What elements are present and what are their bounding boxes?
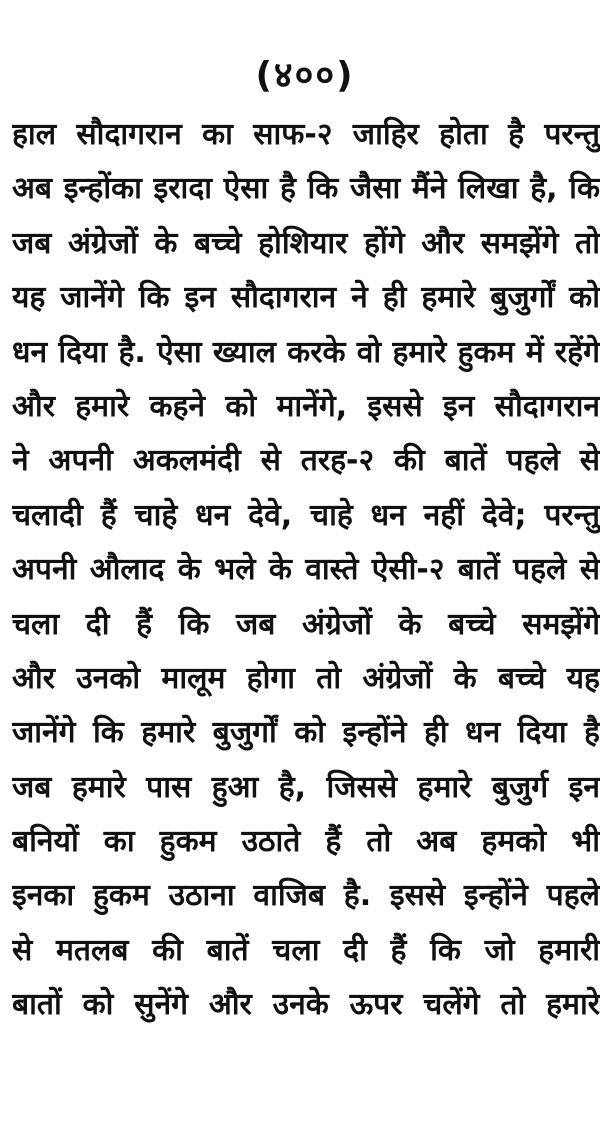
text-line: जब अंग्रेजों के बच्चे होशियार होंगे और समझेंगे तो [12, 225, 600, 261]
text-line: धन दिया है. ऐसा ख्याल करके वो हमारे हुकम में रहेंगे [12, 334, 600, 370]
text-line: से मतलब की बातें चला दी हैं कि जो हमारी [12, 932, 600, 968]
text-line: चला दी हैं कि जब अंग्रेजों के बच्चे समझेंगे [12, 606, 600, 642]
text-line: चलादी हैं चाहे धन देवे, चाहे धन नहीं देवे; परन्तु [12, 497, 600, 533]
text-line: इनका हुकम उठाना वाजिब है. इससे इन्होंने पहले [12, 878, 600, 914]
page-number: (४००) [255, 55, 355, 96]
text-line: और उनको मालूम होगा तो अंग्रेजों के बच्चे यह [12, 660, 600, 696]
text-line: जानेंगे कि हमारे बुजुर्गों को इन्होंने ही धन दिया है [12, 715, 600, 751]
text-line: बातों को सुनेंगे और उनके ऊपर चलेंगे तो हमारे [12, 987, 600, 1023]
body-text [12, 108, 600, 1033]
text-line: बनियों का हुकम उठाते हैं तो अब हमको भी [12, 824, 600, 860]
text-line: जब हमारे पास हुआ है, जिससे हमारे बुजुर्ग इन [12, 769, 600, 805]
text-line: हाल सौदागरान का साफ-२ जाहिर होता है परन्तु [12, 117, 600, 152]
text-line: अब इन्होंका इरादा ऐसा है कि जैसा मैंने लिखा है, कि [12, 171, 600, 207]
text-line: और हमारे कहने को मानेंगे, इससे इन सौदागरान [12, 388, 600, 424]
text-line: ने अपनी अकलमंदी से तरह-२ की बातें पहले से [12, 443, 600, 479]
text-line: यह जानेंगे कि इन सौदागरान ने ही हमारे बुजुर्गों को [12, 280, 600, 316]
text-line: अपनी औलाद के भले के वास्ते ऐसी-२ बातें पहले से [12, 552, 600, 588]
